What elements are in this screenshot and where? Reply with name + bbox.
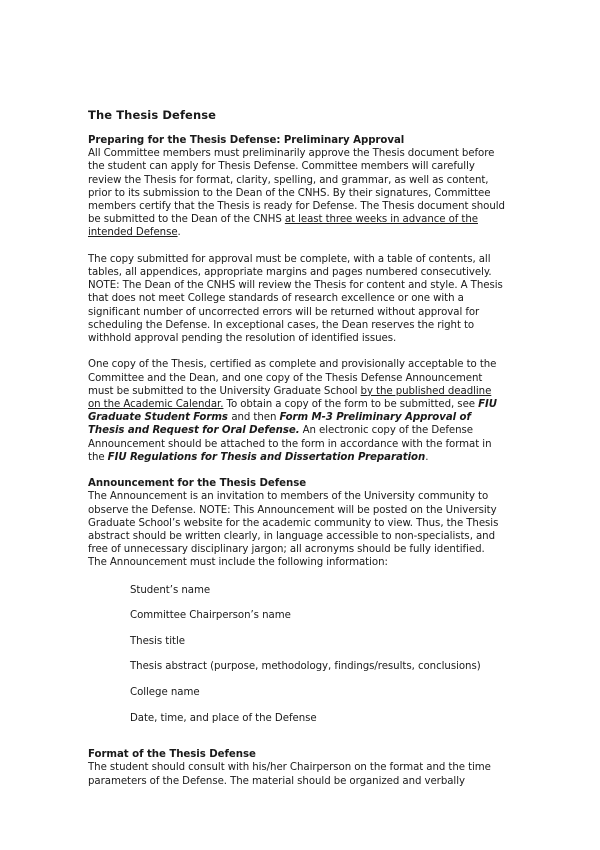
paragraph-copy-requirements: The copy submitted for approval must be complete, with a table of contents, all tables, all appendices, appropriate margins and pages numbered consecutively. NOTE: The Dean of the CNHS will review the Thesis for content and style. A Thesis that does not meet College standards of research excellence or one with a significant number of uncorrected errors will be returned without approval for scheduling the Defense. In exceptional cases, the Dean reserves the right to withhold approval pending the resolution of identified issues. (88, 253, 503, 345)
section-preparing (88, 134, 506, 464)
list-item: Date, time, and place of the Defense (130, 712, 317, 724)
section-heading-format: Format of the Thesis Defense (88, 749, 256, 761)
paragraph-spacer (88, 240, 506, 253)
section-spacer (88, 464, 506, 477)
emphasis-fiu-regulations: FIU Regulations for Thesis and Dissertation Preparation (107, 451, 426, 463)
emphasis-fiu-graduate-student-forms: FIU Graduate Student Forms (88, 399, 497, 424)
paragraph-announcement-description: The Announcement is an invitation to members of the University community to observe the Defense. NOTE: This Announcement will be posted on the University Graduate School’s website for the academic community to view. Thus, the Thesis abstract should be written clearly, in language accessible to non-specialists, and free of unnecessary disciplinary jargon; all acronyms should be fully identified. The Announcement must include the following information: (88, 491, 499, 569)
paragraph-text: and then (231, 412, 280, 424)
list-spacer (88, 570, 506, 584)
underlined-deadline-phrase: at least three weeks in advance of the intended Defense (88, 214, 478, 239)
paragraph-format-description: The student should consult with his/her Chairperson on the format and the time parameters of the Defense. The material should be organized and verbally (88, 762, 491, 787)
section-format (88, 748, 506, 788)
section-heading-announcement: Announcement for the Thesis Defense (88, 478, 307, 490)
section-announcement (88, 477, 506, 737)
page-title: The Thesis Defense (88, 108, 217, 122)
section-spacer (88, 737, 506, 748)
list-item: College name (130, 687, 200, 699)
paragraph-text: An electronic copy of the Defense Announcement should be attached to the form in accordance with the format in the (88, 425, 492, 463)
announcement-requirements-list (88, 584, 506, 738)
list-item: Student’s name (130, 584, 211, 596)
section-heading-preparing: Preparing for the Thesis Defense: Preliminary Approval (88, 135, 405, 146)
paragraph-text-tail: . (177, 227, 181, 239)
paragraph-text: One copy of the Thesis, certified as complete and provisionally acceptable to the Committee and the Dean, and one copy of the Thesis Defense Announcement must be submitted to the University Graduate School (88, 359, 497, 397)
paragraph-spacer (88, 345, 506, 358)
paragraph-submission-forms (88, 358, 506, 464)
paragraph-text: All Committee members must preliminarily approve the Thesis document before the student can apply for Thesis Defense. Committee members will carefully review the Thesis for format, clarity, spelling, and grammar, as well as content, prior to its submission to the Dean of the CNHS. By their signatures, Committee members certify that the Thesis is ready for Defense. The Thesis document should be submitted to the Dean of the CNHS (88, 148, 505, 226)
list-item: Committee Chairperson’s name (130, 610, 291, 622)
list-item: Thesis title (130, 635, 185, 647)
emphasis-form-m3: Form M-3 Preliminary Approval of Thesis and Request for Oral Defense. (88, 412, 471, 437)
list-item: Thesis abstract (purpose, methodology, findings/results, conclusions) (130, 661, 481, 673)
paragraph-preliminary-approval (88, 147, 506, 239)
paragraph-text-tail: . (425, 451, 429, 463)
paragraph-text: To obtain a copy of the form to be submitted, see (223, 399, 479, 411)
underlined-academic-calendar-phrase: by the published deadline on the Academic Calendar. (88, 385, 492, 411)
document-body (88, 108, 506, 788)
